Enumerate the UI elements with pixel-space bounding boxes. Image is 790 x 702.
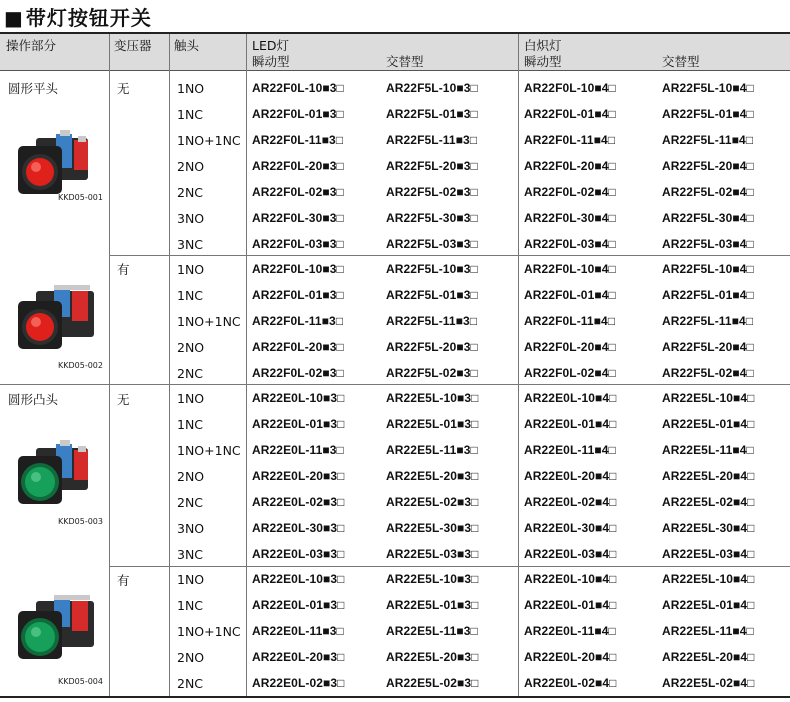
incandescent-alternate-model: AR22E5L-03■4□	[662, 547, 755, 561]
incandescent-alternate-model: AR22F5L-11■4□	[662, 133, 754, 147]
led-alternate-model: AR22F5L-02■3□	[386, 366, 478, 380]
led-alternate-model: AR22E5L-01■3□	[386, 417, 479, 431]
product-photo-green-extended-transformer	[14, 595, 102, 671]
contact-type: 2NC	[177, 185, 204, 200]
incandescent-momentary-model: AR22E0L-30■4□	[524, 521, 617, 535]
contact-type: 2NO	[177, 469, 205, 484]
led-momentary-model: AR22E0L-20■3□	[252, 650, 345, 664]
header-operation-part: 操作部分	[6, 38, 57, 53]
incandescent-momentary-model: AR22E0L-01■4□	[524, 417, 617, 431]
transformer-value: 有	[117, 262, 130, 277]
led-alternate-model: AR22E5L-11■3□	[386, 443, 478, 457]
incandescent-momentary-model: AR22E0L-11■4□	[524, 443, 616, 457]
led-alternate-model: AR22E5L-20■3□	[386, 650, 479, 664]
led-alternate-model: AR22F5L-11■3□	[386, 314, 478, 328]
column-divider	[246, 34, 247, 696]
led-alternate-model: AR22F5L-30■3□	[386, 211, 478, 225]
incandescent-momentary-model: AR22F0L-20■4□	[524, 340, 616, 354]
contact-type: 1NO+1NC	[177, 624, 241, 639]
product-photo-red-flat-transformer	[14, 285, 102, 361]
incandescent-alternate-model: AR22F5L-03■4□	[662, 237, 754, 251]
incandescent-alternate-model: AR22E5L-11■4□	[662, 624, 754, 638]
led-momentary-model: AR22E0L-02■3□	[252, 676, 345, 690]
led-alternate-model: AR22E5L-20■3□	[386, 469, 479, 483]
led-momentary-model: AR22E0L-11■3□	[252, 624, 344, 638]
led-momentary-model: AR22E0L-01■3□	[252, 598, 345, 612]
subgroup-divider	[109, 566, 790, 567]
led-alternate-model: AR22E5L-10■3□	[386, 572, 479, 586]
contact-type: 2NO	[177, 340, 205, 355]
incandescent-momentary-model: AR22F0L-01■4□	[524, 107, 616, 121]
contact-type: 1NO	[177, 262, 205, 277]
incandescent-alternate-model: AR22F5L-20■4□	[662, 340, 754, 354]
incandescent-alternate-model: AR22E5L-10■4□	[662, 572, 755, 586]
contact-type: 2NO	[177, 159, 205, 174]
led-alternate-model: AR22F5L-11■3□	[386, 133, 478, 147]
contact-type: 2NC	[177, 676, 204, 691]
led-alternate-model: AR22E5L-01■3□	[386, 598, 479, 612]
page-title	[4, 2, 152, 30]
led-momentary-model: AR22F0L-02■3□	[252, 185, 344, 199]
table-bottom-rule	[0, 696, 790, 698]
category-round-flat: 圆形平头	[8, 81, 59, 96]
header-led-lamp: LED灯	[252, 38, 289, 53]
incandescent-alternate-model: AR22F5L-02■4□	[662, 185, 754, 199]
header-transformer: 变压器	[114, 38, 152, 53]
contact-type: 1NO+1NC	[177, 133, 241, 148]
led-momentary-model: AR22F0L-01■3□	[252, 107, 344, 121]
incandescent-momentary-model: AR22E0L-02■4□	[524, 495, 617, 509]
incandescent-alternate-model: AR22E5L-01■4□	[662, 598, 755, 612]
title-square-marker: ■	[4, 6, 24, 30]
contact-type: 1NC	[177, 598, 204, 613]
header-incandescent-lamp: 白炽灯	[524, 38, 562, 53]
header-contact: 触头	[174, 38, 200, 53]
contact-type: 1NO	[177, 81, 205, 96]
contact-type: 1NO	[177, 391, 205, 406]
led-momentary-model: AR22F0L-02■3□	[252, 366, 344, 380]
header-bottom-rule	[0, 70, 790, 71]
column-divider	[109, 34, 110, 696]
led-alternate-model: AR22F5L-20■3□	[386, 340, 478, 354]
incandescent-momentary-model: AR22F0L-20■4□	[524, 159, 616, 173]
incandescent-alternate-model: AR22E5L-02■4□	[662, 676, 755, 690]
led-alternate-model: AR22F5L-10■3□	[386, 81, 478, 95]
incandescent-alternate-model: AR22E5L-20■4□	[662, 650, 755, 664]
photo-code-label: KKD05-003	[58, 517, 103, 526]
incandescent-momentary-model: AR22F0L-10■4□	[524, 262, 616, 276]
contact-type: 1NO+1NC	[177, 443, 241, 458]
incandescent-alternate-model: AR22E5L-02■4□	[662, 495, 755, 509]
led-alternate-model: AR22F5L-10■3□	[386, 262, 478, 276]
led-alternate-model: AR22F5L-02■3□	[386, 185, 478, 199]
incandescent-momentary-model: AR22E0L-10■4□	[524, 572, 617, 586]
header-top-rule	[0, 32, 790, 34]
contact-type: 3NO	[177, 521, 205, 536]
led-momentary-model: AR22F0L-10■3□	[252, 81, 344, 95]
led-alternate-model: AR22E5L-30■3□	[386, 521, 479, 535]
photo-code-label: KKD05-001	[58, 193, 103, 202]
transformer-value: 有	[117, 573, 130, 588]
led-alternate-model: AR22F5L-03■3□	[386, 237, 478, 251]
incandescent-alternate-model: AR22F5L-01■4□	[662, 107, 754, 121]
incandescent-momentary-model: AR22F0L-02■4□	[524, 366, 616, 380]
incandescent-momentary-model: AR22E0L-20■4□	[524, 469, 617, 483]
incandescent-alternate-model: AR22F5L-01■4□	[662, 288, 754, 302]
incandescent-momentary-model: AR22F0L-01■4□	[524, 288, 616, 302]
incandescent-momentary-model: AR22F0L-11■4□	[524, 133, 616, 147]
led-momentary-model: AR22E0L-01■3□	[252, 417, 345, 431]
incandescent-alternate-model: AR22E5L-01■4□	[662, 417, 755, 431]
column-divider	[169, 34, 170, 696]
header-inc-momentary: 瞬动型	[524, 54, 562, 69]
led-momentary-model: AR22F0L-11■3□	[252, 133, 344, 147]
incandescent-alternate-model: AR22E5L-20■4□	[662, 469, 755, 483]
transformer-value: 无	[117, 392, 130, 407]
led-momentary-model: AR22F0L-11■3□	[252, 314, 344, 328]
led-alternate-model: AR22F5L-20■3□	[386, 159, 478, 173]
incandescent-momentary-model: AR22F0L-11■4□	[524, 314, 616, 328]
incandescent-alternate-model: AR22E5L-11■4□	[662, 443, 754, 457]
header-led-momentary: 瞬动型	[252, 54, 290, 69]
contact-type: 3NC	[177, 547, 204, 562]
incandescent-momentary-model: AR22E0L-10■4□	[524, 391, 617, 405]
led-alternate-model: AR22E5L-02■3□	[386, 495, 479, 509]
incandescent-alternate-model: AR22F5L-10■4□	[662, 81, 754, 95]
contact-type: 1NC	[177, 288, 204, 303]
incandescent-alternate-model: AR22E5L-10■4□	[662, 391, 755, 405]
led-momentary-model: AR22E0L-11■3□	[252, 443, 344, 457]
contact-type: 1NO	[177, 572, 205, 587]
led-alternate-model: AR22F5L-01■3□	[386, 107, 478, 121]
incandescent-momentary-model: AR22E0L-20■4□	[524, 650, 617, 664]
incandescent-momentary-model: AR22E0L-01■4□	[524, 598, 617, 612]
incandescent-momentary-model: AR22E0L-03■4□	[524, 547, 617, 561]
led-momentary-model: AR22F0L-20■3□	[252, 340, 344, 354]
contact-type: 1NC	[177, 107, 204, 122]
contact-type: 1NC	[177, 417, 204, 432]
incandescent-alternate-model: AR22F5L-02■4□	[662, 366, 754, 380]
led-momentary-model: AR22F0L-10■3□	[252, 262, 344, 276]
incandescent-momentary-model: AR22F0L-03■4□	[524, 237, 616, 251]
led-alternate-model: AR22E5L-11■3□	[386, 624, 478, 638]
transformer-value: 无	[117, 81, 130, 96]
led-alternate-model: AR22E5L-10■3□	[386, 391, 479, 405]
incandescent-alternate-model: AR22F5L-10■4□	[662, 262, 754, 276]
column-divider	[518, 34, 519, 696]
led-alternate-model: AR22E5L-03■3□	[386, 547, 479, 561]
contact-type: 2NC	[177, 366, 204, 381]
led-momentary-model: AR22E0L-10■3□	[252, 391, 345, 405]
led-momentary-model: AR22F0L-30■3□	[252, 211, 344, 225]
subgroup-divider	[109, 255, 790, 256]
header-led-alternate: 交替型	[386, 54, 424, 69]
contact-type: 2NO	[177, 650, 205, 665]
led-momentary-model: AR22F0L-01■3□	[252, 288, 344, 302]
led-momentary-model: AR22E0L-03■3□	[252, 547, 345, 561]
led-alternate-model: AR22F5L-01■3□	[386, 288, 478, 302]
incandescent-alternate-model: AR22E5L-30■4□	[662, 521, 755, 535]
incandescent-momentary-model: AR22F0L-10■4□	[524, 81, 616, 95]
incandescent-momentary-model: AR22F0L-02■4□	[524, 185, 616, 199]
contact-type: 1NO+1NC	[177, 314, 241, 329]
contact-type: 2NC	[177, 495, 204, 510]
photo-code-label: KKD05-004	[58, 677, 103, 686]
incandescent-momentary-model: AR22F0L-30■4□	[524, 211, 616, 225]
category-round-extended: 圆形凸头	[8, 392, 59, 407]
led-momentary-model: AR22E0L-30■3□	[252, 521, 345, 535]
title-text: 带灯按钮开关	[25, 6, 152, 30]
led-momentary-model: AR22F0L-03■3□	[252, 237, 344, 251]
led-momentary-model: AR22F0L-20■3□	[252, 159, 344, 173]
incandescent-alternate-model: AR22F5L-30■4□	[662, 211, 754, 225]
photo-code-label: KKD05-002	[58, 361, 103, 370]
group-divider	[0, 384, 790, 385]
led-momentary-model: AR22E0L-20■3□	[252, 469, 345, 483]
led-alternate-model: AR22E5L-02■3□	[386, 676, 479, 690]
incandescent-momentary-model: AR22E0L-02■4□	[524, 676, 617, 690]
incandescent-alternate-model: AR22F5L-20■4□	[662, 159, 754, 173]
product-photo-green-extended	[14, 440, 102, 516]
led-momentary-model: AR22E0L-02■3□	[252, 495, 345, 509]
incandescent-alternate-model: AR22F5L-11■4□	[662, 314, 754, 328]
led-momentary-model: AR22E0L-10■3□	[252, 572, 345, 586]
header-inc-alternate: 交替型	[662, 54, 700, 69]
contact-type: 3NC	[177, 237, 204, 252]
contact-type: 3NO	[177, 211, 205, 226]
incandescent-momentary-model: AR22E0L-11■4□	[524, 624, 616, 638]
